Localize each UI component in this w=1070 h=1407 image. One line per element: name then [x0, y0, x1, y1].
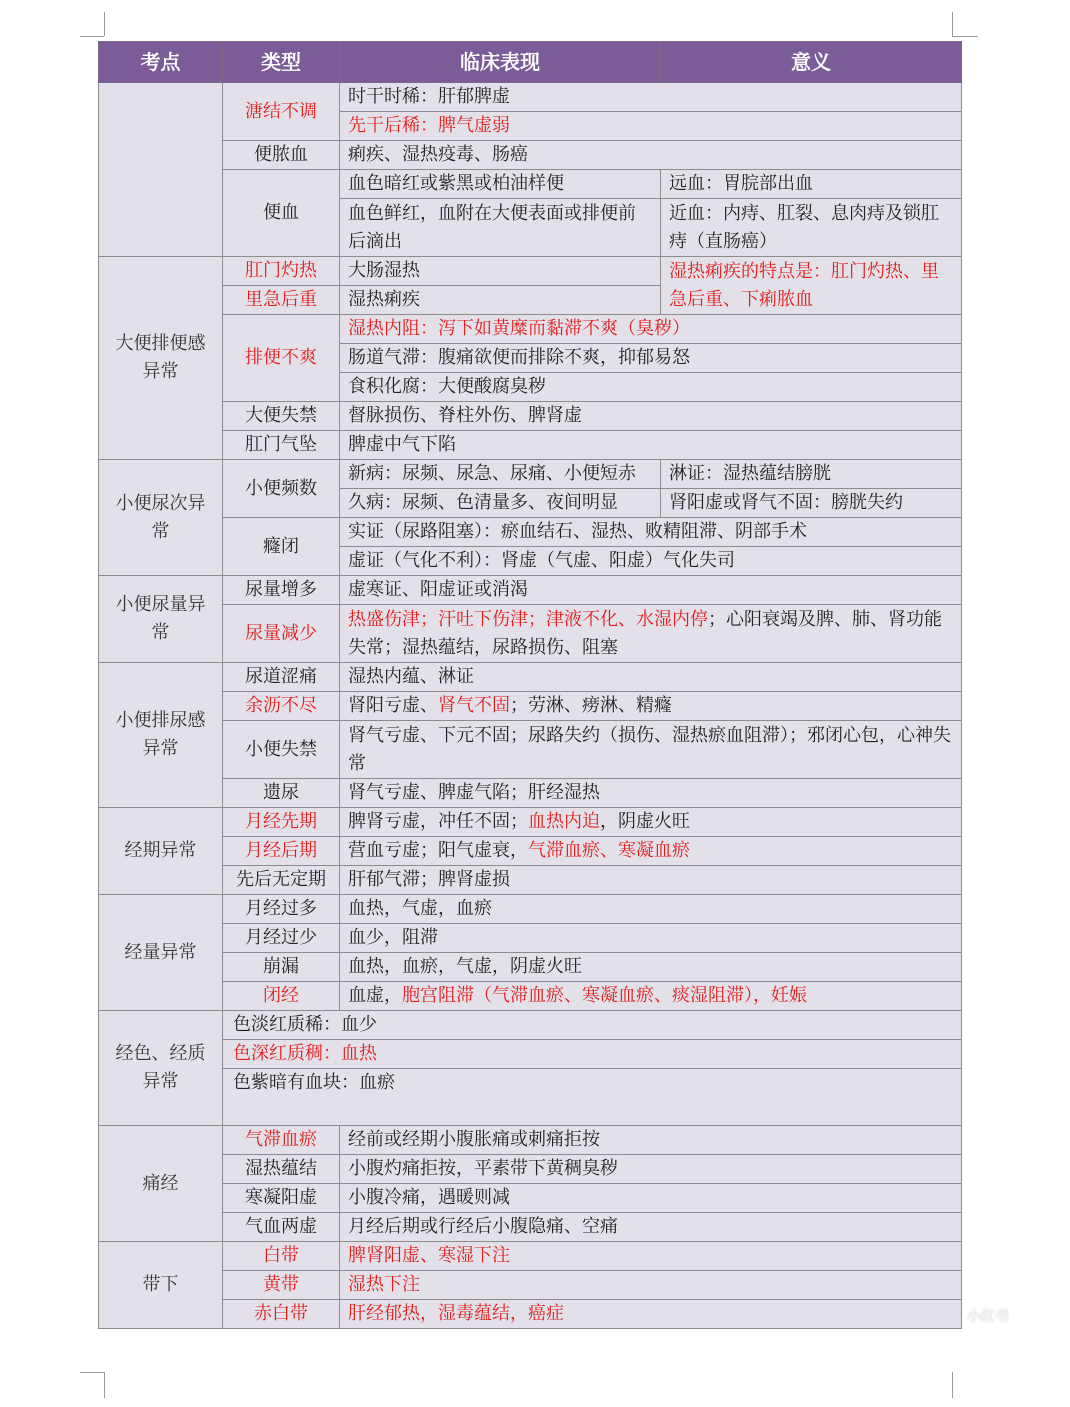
- table-row: [99, 141, 962, 170]
- table-row: [99, 431, 962, 460]
- table-row: [99, 576, 962, 605]
- type-cell: 小便频数: [223, 460, 340, 518]
- clinical-cell: 虚证（气化不利）：肾虚（气虚、阳虚）气化失司: [340, 547, 962, 576]
- clinical-cell: 脾虚中气下陷: [340, 431, 962, 460]
- clinical-cell: 血色暗红或紫黑或柏油样便: [340, 170, 661, 199]
- type-cell: 月经过多: [223, 895, 340, 924]
- crop-mark-top-left: [104, 12, 105, 36]
- clinical-cell: 湿热痢疾: [340, 286, 661, 315]
- clinical-cell: 肝郁气滞；脾肾虚损: [340, 866, 962, 895]
- crop-mark-top-left-h: [80, 36, 104, 37]
- clinical-cell: [340, 605, 962, 663]
- type-cell: 小便失禁: [223, 721, 340, 779]
- clinical-cell: 小腹灼痛拒按，平素带下黄稠臭秽: [340, 1155, 962, 1184]
- category-cell: [99, 83, 223, 257]
- type-cell: 赤白带: [223, 1300, 340, 1329]
- type-cell: 里急后重: [223, 286, 340, 315]
- table-row: [99, 1126, 962, 1155]
- clinical-cell: 肝经郁热，湿毒蕴结，癌症: [340, 1300, 962, 1329]
- type-cell: 先后无定期: [223, 866, 340, 895]
- type-cell: 白带: [223, 1242, 340, 1271]
- clinical-cell: 血少，阻滞: [340, 924, 962, 953]
- type-cell: 癃闭: [223, 518, 340, 576]
- clinical-cell: 血热，血瘀，气虚，阴虚火旺: [340, 953, 962, 982]
- clinical-cell: 虚寒证、阳虚证或消渴: [340, 576, 962, 605]
- table-row: [99, 953, 962, 982]
- table-row: [99, 808, 962, 837]
- crop-mark-top-right: [952, 12, 953, 36]
- table-row: [99, 1184, 962, 1213]
- header-row: [99, 42, 962, 83]
- type-cell: 遗尿: [223, 779, 340, 808]
- category-cell: 大便排便感异常: [99, 257, 223, 460]
- table-row: [99, 83, 962, 112]
- type-cell: 便血: [223, 170, 340, 257]
- table-row: [99, 1271, 962, 1300]
- clinical-cell: [340, 982, 962, 1011]
- highlight-text: 血热内迫: [528, 811, 600, 832]
- category-cell: 小便排尿感异常: [99, 663, 223, 808]
- clinical-cell: 湿热内蕴、淋证: [340, 663, 962, 692]
- clinical-cell: 痢疾、湿热疫毒、肠癌: [340, 141, 962, 170]
- header-clinical: 临床表现: [340, 42, 661, 83]
- clinical-cell: 月经后期或行经后小腹隐痛、空痛: [340, 1213, 962, 1242]
- table-row: [99, 1300, 962, 1329]
- plain-text: 血虚，: [348, 985, 402, 1006]
- crop-mark-bottom-right: [952, 1372, 953, 1398]
- category-cell: 经色、经质异常: [99, 1011, 223, 1126]
- clinical-cell: 脾肾阳虚、寒湿下注: [340, 1242, 962, 1271]
- meaning-cell: 湿热痢疾的特点是：肛门灼热、里急后重、下痢脓血: [661, 257, 962, 315]
- clinical-cell: [340, 692, 962, 721]
- type-cell: 闭经: [223, 982, 340, 1011]
- highlight-text: 热盛伤津；汗吐下伤津；津液不化、水湿内停: [348, 608, 708, 630]
- table-row: [99, 315, 962, 344]
- clinical-cell: 血热，气虚，血瘀: [340, 895, 962, 924]
- type-cell: 尿量减少: [223, 605, 340, 663]
- type-cell: 排便不爽: [223, 315, 340, 402]
- clinical-cell: 久病：尿频、色清量多、夜间明显: [340, 489, 661, 518]
- type-cell: 肛门气坠: [223, 431, 340, 460]
- table-row: [99, 1242, 962, 1271]
- table-row: [99, 1011, 962, 1040]
- meaning-cell: 远血：胃脘部出血: [661, 170, 962, 199]
- meaning-cell: 淋证：湿热蕴结膀胱: [661, 460, 962, 489]
- type-cell: 尿道涩痛: [223, 663, 340, 692]
- table-row: [99, 1213, 962, 1242]
- crop-mark-bottom-left-h: [80, 1372, 104, 1373]
- clinical-cell: 经前或经期小腹胀痛或刺痛拒按: [340, 1126, 962, 1155]
- table-row: [99, 721, 962, 779]
- clinical-cell: [340, 837, 962, 866]
- clinical-cell: [340, 808, 962, 837]
- clinical-cell: 新病：尿频、尿急、尿痛、小便短赤: [340, 460, 661, 489]
- table-row: [99, 837, 962, 866]
- clinical-cell: 湿热内阻：泻下如黄糜而黏滞不爽（臭秽）: [340, 315, 962, 344]
- type-cell: 崩漏: [223, 953, 340, 982]
- meaning-cell: 肾阳虚或肾气不固：膀胱失约: [661, 489, 962, 518]
- type-cell: 月经过少: [223, 924, 340, 953]
- table-row: [99, 866, 962, 895]
- clinical-cell: 实证（尿路阻塞）：瘀血结石、湿热、败精阻滞、阴部手术: [340, 518, 962, 547]
- table-row: [99, 982, 962, 1011]
- clinical-cell: 时干时稀：肝郁脾虚: [340, 83, 962, 112]
- clinical-cell: 色紫暗有血块：血瘀: [223, 1069, 962, 1126]
- clinical-cell: 湿热下注: [340, 1271, 962, 1300]
- type-cell: 气血两虚: [223, 1213, 340, 1242]
- category-cell: 经期异常: [99, 808, 223, 895]
- clinical-cell: 血色鲜红，血附在大便表面或排便前后滴出: [340, 199, 661, 257]
- type-cell: 便脓血: [223, 141, 340, 170]
- table-row: [99, 1040, 962, 1069]
- clinical-cell: 色淡红质稀：血少: [223, 1011, 962, 1040]
- clinical-cell: 肾气亏虚、脾虚气陷；肝经湿热: [340, 779, 962, 808]
- watermark-logo: 小红书: [967, 1309, 1009, 1325]
- plain-text: 营血亏虚；阳气虚衰，: [348, 840, 528, 861]
- table-row: [99, 605, 962, 663]
- clinical-cell: 肾气亏虚、下元不固；尿路失约（损伤、湿热瘀血阻滞）；邪闭心包，心神失常: [340, 721, 962, 779]
- table-row: [99, 779, 962, 808]
- table-row: [99, 402, 962, 431]
- table-row: [99, 1069, 962, 1126]
- type-cell: 黄带: [223, 1271, 340, 1300]
- type-cell: 溏结不调: [223, 83, 340, 141]
- table-row: [99, 460, 962, 489]
- clinical-cell: 食积化腐：大便酸腐臭秽: [340, 373, 962, 402]
- category-cell: 经量异常: [99, 895, 223, 1011]
- category-cell: 小便尿次异常: [99, 460, 223, 576]
- clinical-cell: 色深红质稠：血热: [223, 1040, 962, 1069]
- type-cell: 月经后期: [223, 837, 340, 866]
- highlight-text: 胞宫阻滞（气滞血瘀、寒凝血瘀、痰湿阻滞），妊娠: [402, 985, 807, 1006]
- header-type: 类型: [223, 42, 340, 83]
- type-cell: 气滞血瘀: [223, 1126, 340, 1155]
- type-cell: 大便失禁: [223, 402, 340, 431]
- category-cell: 带下: [99, 1242, 223, 1329]
- type-cell: 肛门灼热: [223, 257, 340, 286]
- clinical-cell: 督脉损伤、脊柱外伤、脾肾虚: [340, 402, 962, 431]
- type-cell: 尿量增多: [223, 576, 340, 605]
- plain-text: ，阴虚火旺: [600, 811, 690, 832]
- highlight-text: 气滞血瘀、寒凝血瘀: [528, 840, 690, 861]
- category-cell: 痛经: [99, 1126, 223, 1242]
- clinical-cell: 大肠湿热: [340, 257, 661, 286]
- type-cell: 寒凝阳虚: [223, 1184, 340, 1213]
- header-meaning: 意义: [661, 42, 962, 83]
- plain-text: 脾肾亏虚，冲任不固；: [348, 811, 528, 832]
- meaning-cell: 近血：内痔、肛裂、息肉痔及锁肛痔（直肠癌）: [661, 199, 962, 257]
- plain-text: ；劳淋、痨淋、精癃: [510, 695, 672, 716]
- table-row: [99, 257, 962, 286]
- clinical-cell: 先干后稀：脾气虚弱: [340, 112, 962, 141]
- table-row: [99, 692, 962, 721]
- crop-mark-top-right-h: [952, 36, 978, 37]
- table-row: [99, 924, 962, 953]
- category-cell: 小便尿量异常: [99, 576, 223, 663]
- plain-text: ；心阳衰竭及脾、肺、肾功能失常；湿热蕴结，尿路损伤、阻塞: [348, 608, 942, 658]
- crop-mark-bottom-left: [104, 1372, 105, 1398]
- highlight-text: 肾气不固: [438, 695, 510, 716]
- table-row: [99, 895, 962, 924]
- clinical-cell: 肠道气滞：腹痛欲便而排除不爽，抑郁易怒: [340, 344, 962, 373]
- clinical-cell: 小腹冷痛，遇暖则减: [340, 1184, 962, 1213]
- type-cell: 湿热蕴结: [223, 1155, 340, 1184]
- diagnosis-table: [98, 41, 962, 1329]
- plain-text: 肾阳亏虚、: [348, 695, 438, 716]
- type-cell: 月经先期: [223, 808, 340, 837]
- table-row: [99, 663, 962, 692]
- table-row: [99, 1155, 962, 1184]
- type-cell: 余沥不尽: [223, 692, 340, 721]
- table-row: [99, 518, 962, 547]
- table-row: [99, 170, 962, 199]
- header-kaodian: 考点: [99, 42, 223, 83]
